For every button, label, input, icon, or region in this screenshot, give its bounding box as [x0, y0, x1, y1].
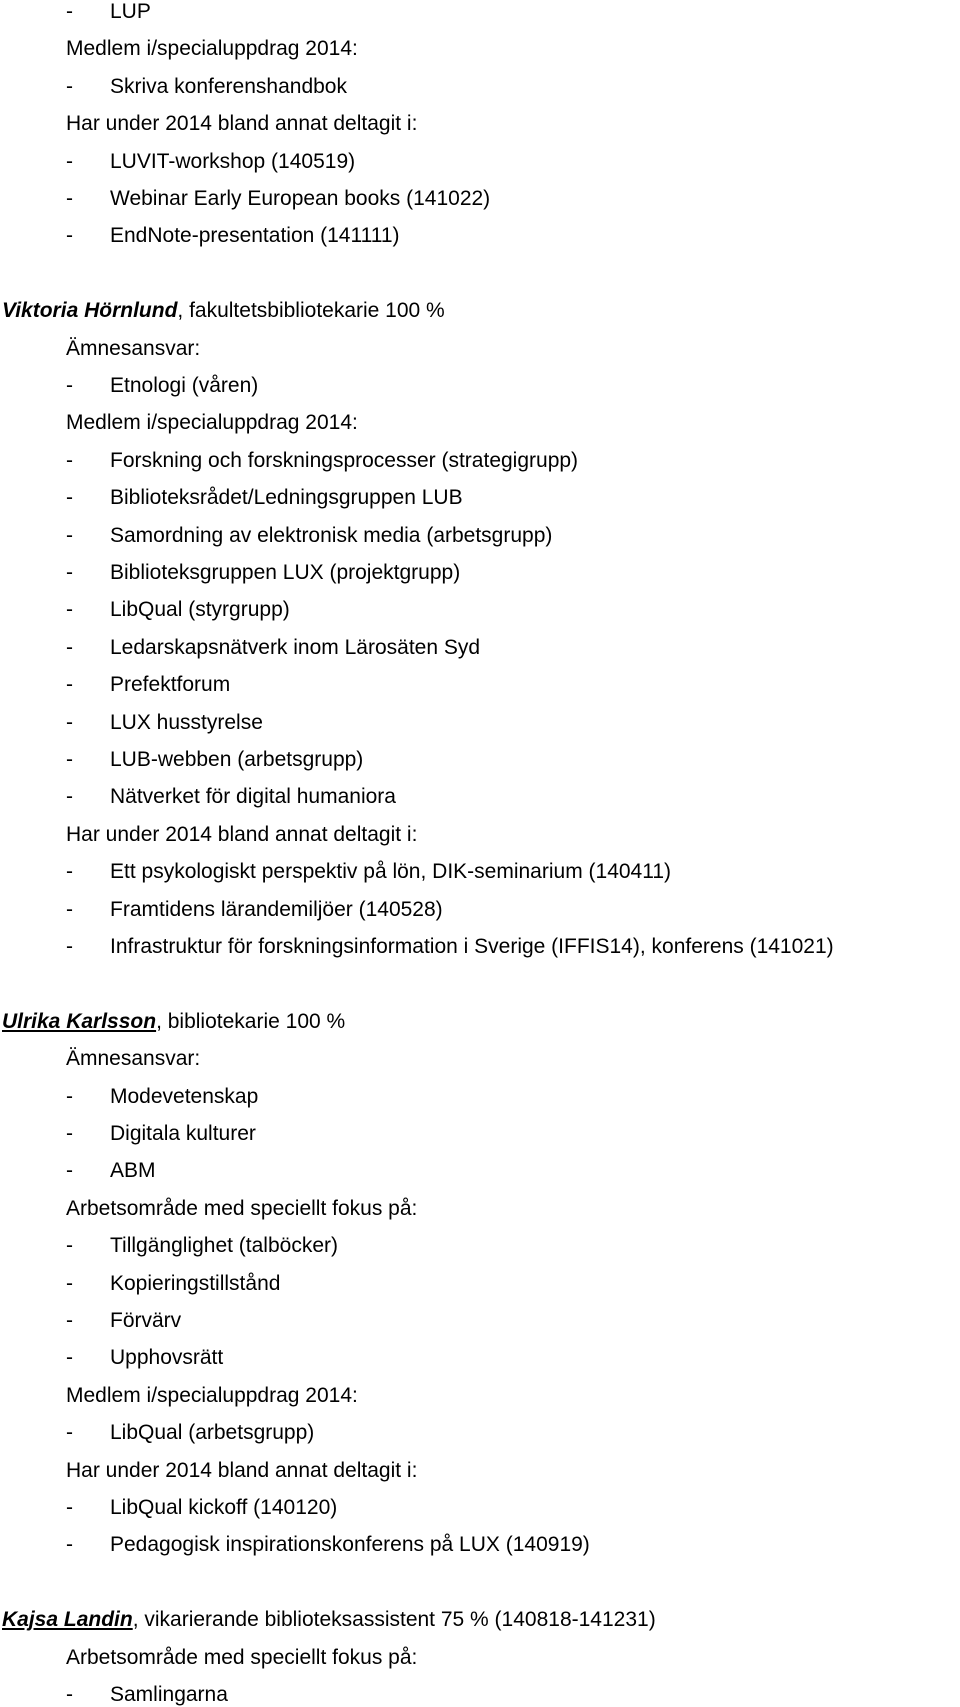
- section-heading: Medlem i/specialuppdrag 2014:: [66, 411, 358, 434]
- list-dash: -: [66, 935, 73, 958]
- list-dash: -: [66, 748, 73, 771]
- staff-role: , vikarierande biblioteksassistent 75 % (140818-141231): [132, 1608, 656, 1631]
- section-heading: Ämnesansvar:: [66, 337, 201, 360]
- staff-role: , fakultetsbibliotekarie 100 %: [177, 299, 445, 322]
- section-heading: Har under 2014 bland annat deltagit i:: [66, 823, 418, 846]
- staff-name: Kajsa Landin: [2, 1608, 133, 1631]
- list-item-text: Forskning och forskningsprocesser (strategigrupp): [110, 449, 579, 472]
- list-item-text: LUX husstyrelse: [110, 711, 263, 734]
- section-heading: Arbetsområde med speciellt fokus på:: [66, 1646, 418, 1669]
- list-item-text: Samordning av elektronisk media (arbetsgrupp): [110, 524, 553, 547]
- list-item-text: Ledarskapsnätverk inom Lärosäten Syd: [110, 636, 481, 659]
- list-dash: -: [66, 449, 73, 472]
- list-dash: -: [66, 1421, 73, 1444]
- list-item-text: LUB-webben (arbetsgrupp): [110, 748, 364, 771]
- list-dash: -: [66, 374, 73, 397]
- list-item-text: Modevetenskap: [110, 1085, 259, 1108]
- list-item-text: Biblioteksrådet/Ledningsgruppen LUB: [110, 486, 463, 509]
- list-item-text: Samlingarna: [110, 1683, 228, 1706]
- list-dash: -: [66, 1683, 73, 1706]
- list-dash: -: [66, 224, 73, 247]
- staff-entry: [2, 1010, 345, 1034]
- list-item-text: LUVIT-workshop (140519): [110, 150, 356, 173]
- list-dash: -: [66, 785, 73, 808]
- list-item-text: Digitala kulturer: [110, 1122, 256, 1145]
- staff-name: Ulrika Karlsson: [2, 1010, 157, 1033]
- section-heading: Ämnesansvar:: [66, 1047, 201, 1070]
- list-dash: -: [66, 561, 73, 584]
- list-dash: -: [66, 524, 73, 547]
- list-item-text: Ett psykologiskt perspektiv på lön, DIK-seminarium (140411): [110, 860, 672, 883]
- list-dash: -: [66, 75, 73, 98]
- list-item-text: Upphovsrätt: [110, 1346, 224, 1369]
- list-item-text: Framtidens lärandemiljöer (140528): [110, 898, 443, 921]
- list-item-text: ABM: [110, 1159, 156, 1182]
- list-item-text: Tillgänglighet (talböcker): [110, 1234, 338, 1257]
- list-item-text: Prefektforum: [110, 673, 231, 696]
- list-dash: -: [66, 150, 73, 173]
- list-item-text: Förvärv: [110, 1309, 182, 1332]
- list-dash: -: [66, 1533, 73, 1556]
- list-item-text: Webinar Early European books (141022): [110, 187, 491, 210]
- section-heading: Arbetsområde med speciellt fokus på:: [66, 1197, 418, 1220]
- list-dash: -: [66, 636, 73, 659]
- list-item-text: LibQual (styrgrupp): [110, 598, 290, 621]
- staff-entry: [2, 1608, 656, 1632]
- list-dash: -: [66, 1272, 73, 1295]
- list-dash: -: [66, 673, 73, 696]
- list-item-text: LibQual (arbetsgrupp): [110, 1421, 315, 1444]
- list-item-text: Etnologi (våren): [110, 374, 259, 397]
- list-dash: -: [66, 486, 73, 509]
- list-item-text: LUP: [110, 0, 151, 23]
- list-dash: -: [66, 1122, 73, 1145]
- staff-entry: [2, 299, 445, 323]
- list-dash: -: [66, 0, 73, 23]
- list-item-text: Pedagogisk inspirationskonferens på LUX (140919): [110, 1533, 590, 1556]
- list-dash: -: [66, 1234, 73, 1257]
- staff-name: Viktoria Hörnlund: [2, 299, 178, 322]
- list-item-text: Nätverket för digital humaniora: [110, 785, 396, 808]
- list-dash: -: [66, 1346, 73, 1369]
- staff-role: , bibliotekarie 100 %: [156, 1010, 346, 1033]
- list-item-text: LibQual kickoff (140120): [110, 1496, 338, 1519]
- list-item-text: EndNote-presentation (141111): [110, 224, 400, 247]
- list-dash: -: [66, 711, 73, 734]
- list-dash: -: [66, 860, 73, 883]
- list-item-text: Biblioteksgruppen LUX (projektgrupp): [110, 561, 461, 584]
- list-dash: -: [66, 1496, 73, 1519]
- list-dash: -: [66, 187, 73, 210]
- list-dash: -: [66, 898, 73, 921]
- section-heading: Medlem i/specialuppdrag 2014:: [66, 37, 358, 60]
- list-dash: -: [66, 598, 73, 621]
- list-item-text: Skriva konferenshandbok: [110, 75, 347, 98]
- section-heading: Har under 2014 bland annat deltagit i:: [66, 1459, 418, 1482]
- list-dash: -: [66, 1159, 73, 1182]
- list-dash: -: [66, 1309, 73, 1332]
- list-dash: -: [66, 1085, 73, 1108]
- section-heading: Har under 2014 bland annat deltagit i:: [66, 112, 418, 135]
- section-heading: Medlem i/specialuppdrag 2014:: [66, 1384, 358, 1407]
- list-item-text: Kopieringstillstånd: [110, 1272, 281, 1295]
- list-item-text: Infrastruktur för forskningsinformation i Sverige (IFFIS14), konferens (141021): [110, 935, 834, 958]
